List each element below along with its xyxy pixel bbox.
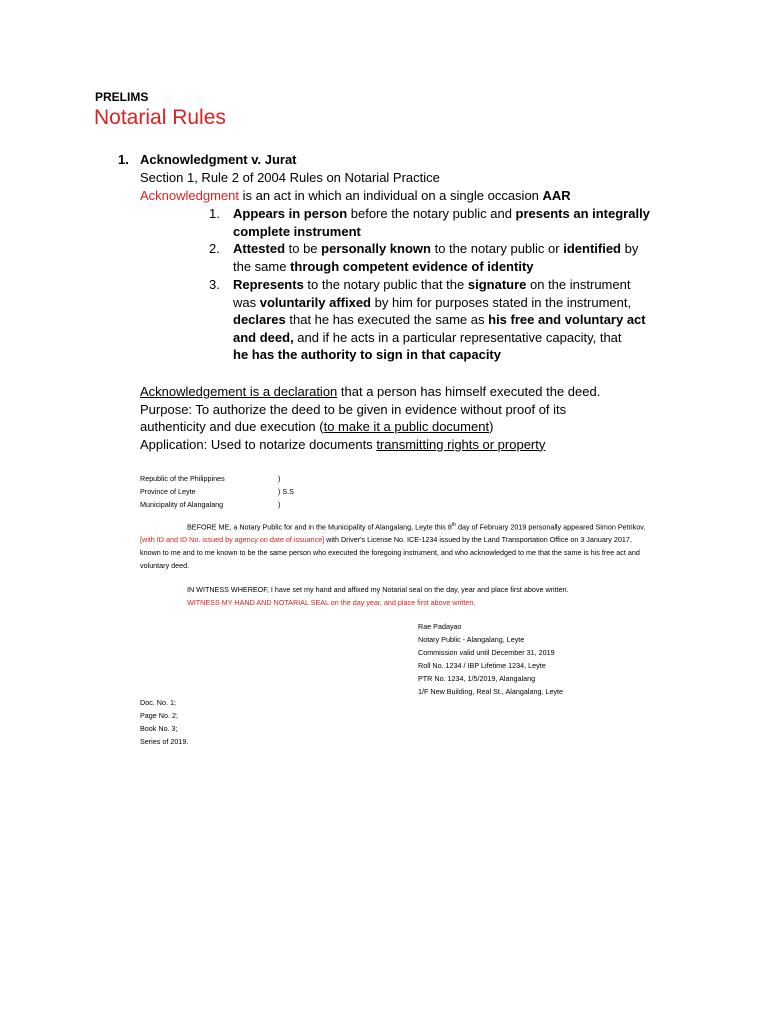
acknowledgement-paragraph [140, 383, 600, 453]
witness-clause: IN WITNESS WHEREOF, I have set my hand and affixed my Notarial seal on the day, year and place first above written. [187, 585, 569, 594]
venue-line: Republic of the Philippines [140, 474, 225, 483]
underlined-phrase: Acknowledgement is a declaration [140, 384, 338, 399]
witness-clause-alt: WITNESS MY HAND AND NOTARIAL SEAL on the day year, and place first above written. [187, 598, 476, 607]
signature-block [418, 620, 563, 698]
venue-line: Province of Leyte [140, 487, 196, 496]
page-title: Notarial Rules [94, 106, 226, 129]
paragraph-text: authenticity and due execution ( [140, 419, 324, 434]
acknowledgment-definition [140, 187, 571, 205]
notary-name: Rae Padayao [418, 622, 462, 631]
bold-phrase: Attested [233, 241, 286, 256]
section-heading-text: Acknowledgment v. Jurat [140, 152, 297, 167]
signature-line: Roll No. 1234 / IBP Lifetime 1234, Leyte [418, 661, 546, 670]
definition-term: Acknowledgment [140, 188, 239, 203]
prelims-label: PRELIMS [95, 90, 149, 104]
witness-block [187, 583, 569, 609]
venue-bracket: ) [278, 500, 281, 509]
venue-line: Municipality of Alangalang [140, 500, 224, 509]
paragraph-text: ) [489, 419, 494, 434]
body-text: with Driver's License No. ICE-1234 issued by the Land Transportation Office on 3 January 2017, [324, 535, 632, 545]
list-item-number: 3. [209, 277, 220, 292]
item-text: the same [233, 258, 291, 274]
series-year: Series of 2019. [140, 737, 189, 746]
item-text: by [621, 241, 639, 256]
venue-bracket: ) [278, 474, 281, 483]
acknowledgment-body [140, 519, 645, 572]
item-text: to the notary public or [430, 241, 564, 256]
definition-acronym: AAR [542, 188, 571, 203]
bold-phrase: personally known [321, 241, 431, 256]
list-item [209, 240, 679, 275]
item-text: on the instrument [526, 277, 631, 292]
bold-phrase: Represents [233, 277, 304, 292]
signature-line: Notary Public - Alangalang, Leyte [418, 635, 525, 644]
paragraph-text: that a person has himself executed the deed. [337, 384, 601, 399]
section-number: 1. [118, 152, 129, 167]
item-text: by him for purposes stated in the instrument, [370, 294, 632, 310]
venue-bracket: ) S.S [278, 487, 294, 496]
item-text: was [233, 294, 260, 310]
venue-block [140, 472, 294, 511]
item-text: before the notary public and [347, 206, 516, 221]
list-item-number: 2. [209, 241, 220, 256]
bold-phrase: signature [467, 277, 527, 292]
bold-phrase: complete instrument [233, 223, 361, 239]
definition-text: is an act in which an individual on a single occasion [239, 188, 543, 203]
body-text: day of February 2019 personally appeared Simon Petrikov, [456, 522, 646, 532]
bold-phrase: his free and voluntary act [488, 312, 646, 327]
item-text: and if he acts in a particular representative capacity, that [293, 329, 622, 345]
doc-entry-block [140, 696, 188, 748]
body-text: known to me and to me known to be the same person who executed the foregoing instrument, and who acknowledged to me that the same is his free act and [140, 548, 640, 558]
body-text: BEFORE ME, a Notary Public for and in the Municipality of Alangalang, Leyte this 8 [187, 522, 452, 532]
book-number: Book No. 3; [140, 724, 178, 733]
bold-phrase: Appears in person [233, 206, 348, 221]
bold-phrase: and deed, [233, 329, 294, 345]
bold-phrase: voluntarily affixed [259, 294, 371, 310]
application-line: Application: Used to notarize documents [140, 436, 377, 452]
item-text: to the notary public that the [303, 277, 468, 292]
bold-phrase: through competent evidence of identity [290, 258, 534, 274]
list-item-number: 1. [209, 206, 220, 221]
body-text: voluntary deed. [140, 561, 190, 571]
page-number: Page No. 2; [140, 711, 178, 720]
section-heading [118, 151, 297, 169]
rule-reference: Section 1, Rule 2 of 2004 Rules on Notarial Practice [140, 170, 440, 185]
list-item [209, 205, 679, 240]
placeholder-text: [with ID and ID No. issued by agency on date of issuance] [140, 535, 325, 545]
signature-line: 1/F New Building, Real St., Alangalang, Leyte [418, 687, 564, 696]
underlined-phrase: to make it a public document [323, 419, 490, 434]
bold-phrase: presents an integrally [515, 206, 650, 221]
list-item [209, 276, 679, 364]
bold-phrase: he has the authority to sign in that capacity [233, 347, 501, 362]
purpose-line: Purpose: To authorize the deed to be given in evidence without proof of its [140, 401, 567, 417]
ordinal-suffix: th [451, 522, 457, 528]
doc-number: Doc. No. 1; [140, 698, 176, 707]
item-text: to be [285, 241, 322, 256]
signature-line: Commission valid until December 31, 2019 [418, 648, 555, 657]
bold-phrase: identified [563, 241, 621, 256]
bold-phrase: declares [233, 312, 286, 327]
item-text: that he has executed the same as [285, 312, 489, 327]
underlined-phrase: transmitting rights or property [376, 436, 546, 452]
signature-line: PTR No. 1234, 1/5/2019, Alangalang [418, 674, 536, 683]
